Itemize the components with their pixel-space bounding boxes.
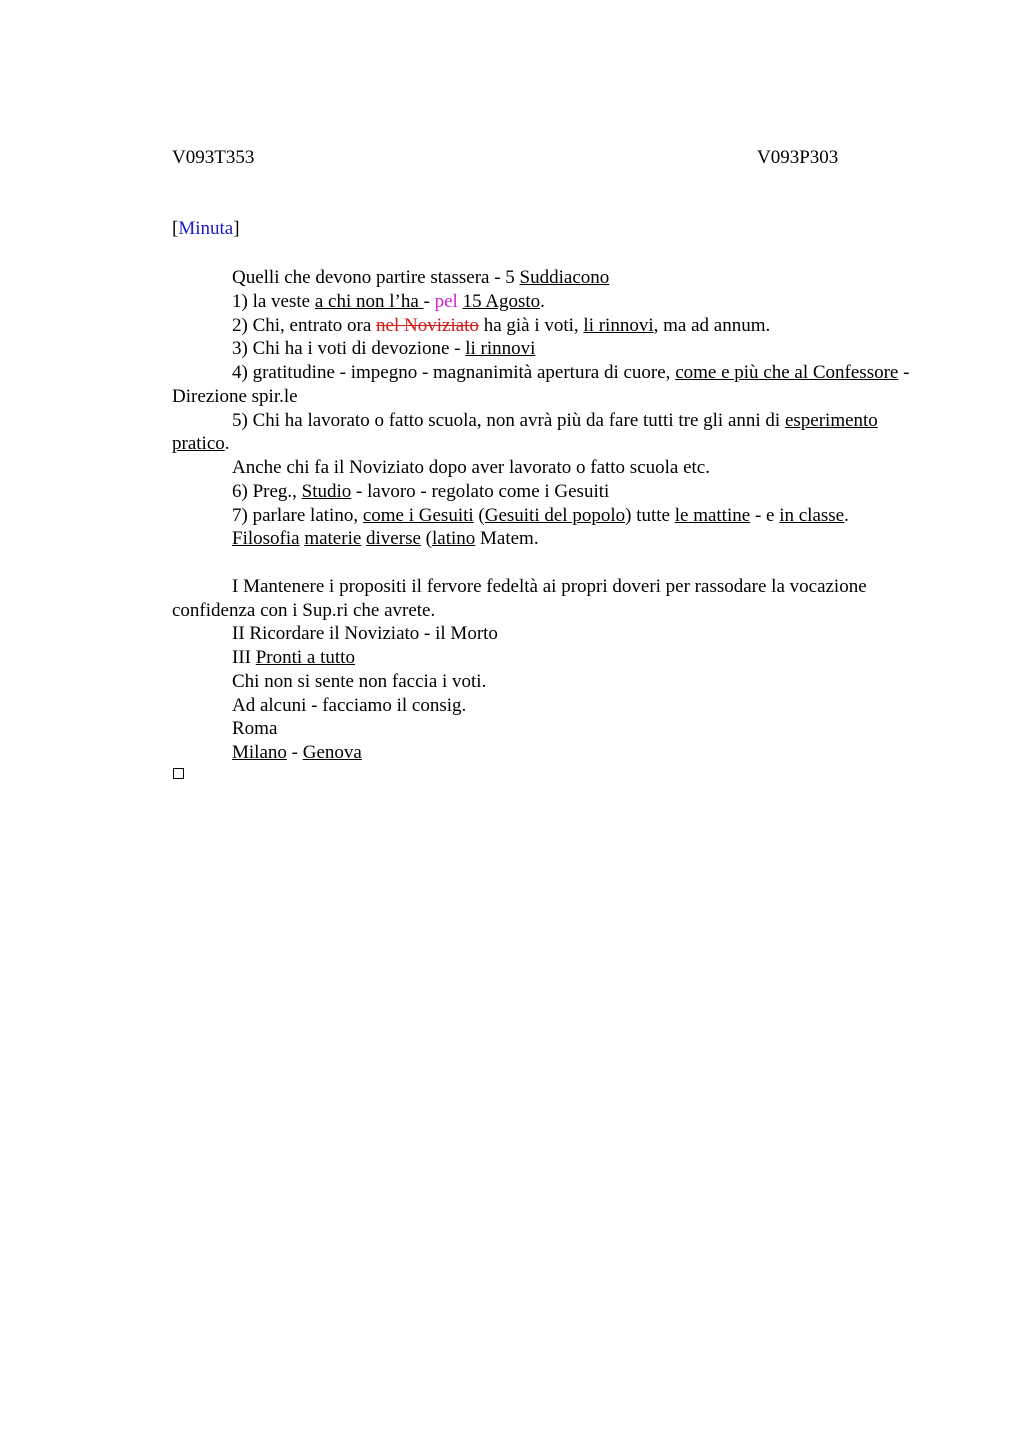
text-line: [172, 646, 932, 670]
text-run: (: [473, 504, 485, 526]
underlined-text: diverse: [366, 528, 421, 550]
text-run: - Direzione spir.le: [172, 362, 910, 407]
text-line: [172, 717, 932, 741]
text-line: [172, 480, 932, 504]
open-bracket: [: [172, 218, 179, 239]
text-run: III: [232, 647, 256, 668]
underlined-text: 15 Agosto: [462, 290, 541, 312]
text-run: .: [844, 504, 849, 526]
text-run: Chi non si sente non faccia i voti.: [232, 670, 487, 692]
underlined-text: Gesuiti del popolo: [484, 504, 626, 526]
text-run: Quelli che devono partire stassera - 5: [232, 267, 520, 288]
text-run: 5) Chi ha lavorato o fatto scuola, non avrà più da fare tutti tre gli anni di: [232, 409, 785, 431]
text-run: .: [540, 290, 545, 312]
end-marker-square-icon: [173, 768, 184, 779]
text-run: II Ricordare il Noviziato - il Morto: [232, 623, 498, 645]
text-line: [172, 409, 932, 457]
underlined-text: li rinnovi: [583, 314, 654, 336]
underlined-text: in classe: [779, 504, 845, 526]
deleted-text: nel Noviziato: [376, 314, 479, 336]
text-run: ) tutte: [625, 504, 675, 526]
inserted-text: pel: [434, 290, 458, 312]
underlined-text: Milano: [232, 742, 287, 763]
text-line: [172, 456, 932, 480]
text-line: [172, 314, 932, 338]
underlined-text: esperimento pratico: [172, 409, 878, 455]
paragraph-gap: [172, 551, 932, 575]
text-run: 3) Chi ha i voti di devozione -: [232, 338, 466, 360]
document-code-right: V093P303: [757, 147, 839, 168]
underlined-text: Pronti a tutto: [255, 647, 355, 668]
underlined-text: li rinnovi: [465, 338, 536, 360]
text-line: [172, 527, 932, 551]
text-line: [172, 575, 932, 623]
text-run: Anche chi fa il Noviziato dopo aver lavorato o fatto scuola etc.: [232, 457, 710, 478]
text-run: Roma: [232, 718, 278, 740]
text-line: [172, 622, 932, 646]
text-line: [172, 290, 932, 314]
text-run: 7) parlare latino,: [232, 504, 363, 526]
text-run: , ma ad annum.: [653, 314, 771, 336]
text-run: Ad alcuni - facciamo il consig.: [232, 694, 467, 716]
text-run: 6) Preg.,: [232, 480, 302, 502]
underlined-text: a chi non l’ha: [314, 290, 424, 312]
text-run: I Mantenere i propositi il fervore fedeltà ai propri doveri per rassodare la vocazione confidenza con i Sup.ri che avrete.: [172, 575, 867, 621]
underlined-text: Genova: [302, 742, 362, 763]
text-line: [172, 694, 932, 718]
text-run: 4) gratitudine - impegno - magnanimità apertura di cuore,: [232, 362, 676, 383]
document-code-left: V093T353: [172, 147, 255, 168]
text-run: Matem.: [475, 528, 539, 550]
text-line: [172, 337, 932, 361]
text-run: - lavoro - regolato come i Gesuiti: [351, 480, 610, 502]
underlined-text: Suddiacono: [519, 267, 610, 288]
text-run: -: [286, 742, 303, 763]
text-line: [172, 361, 932, 409]
text-run: ha già i voti,: [478, 314, 584, 336]
text-run: 1) la veste: [232, 290, 315, 312]
text-run: - e: [750, 504, 780, 526]
text-line: [172, 741, 932, 765]
minuta-label: [172, 218, 240, 240]
text-run: -: [423, 290, 435, 312]
text-line: [172, 670, 932, 694]
text-line: [172, 266, 932, 290]
underlined-text: latino: [431, 528, 476, 550]
underlined-text: le mattine: [674, 504, 751, 526]
minuta-text: Minuta: [178, 218, 234, 239]
underlined-text: come i Gesuiti: [362, 504, 474, 526]
underlined-text: Filosofia: [232, 528, 300, 550]
underlined-text: materie: [304, 528, 362, 550]
underlined-text: come e più che al Confessore: [675, 362, 899, 383]
text-run: 2) Chi, entrato ora: [232, 314, 377, 336]
text-run: (: [420, 528, 432, 550]
close-bracket: ]: [233, 218, 240, 239]
text-line: [172, 504, 932, 528]
underlined-text: Studio: [301, 480, 352, 502]
document-body: [172, 266, 932, 765]
text-run: .: [224, 433, 230, 455]
